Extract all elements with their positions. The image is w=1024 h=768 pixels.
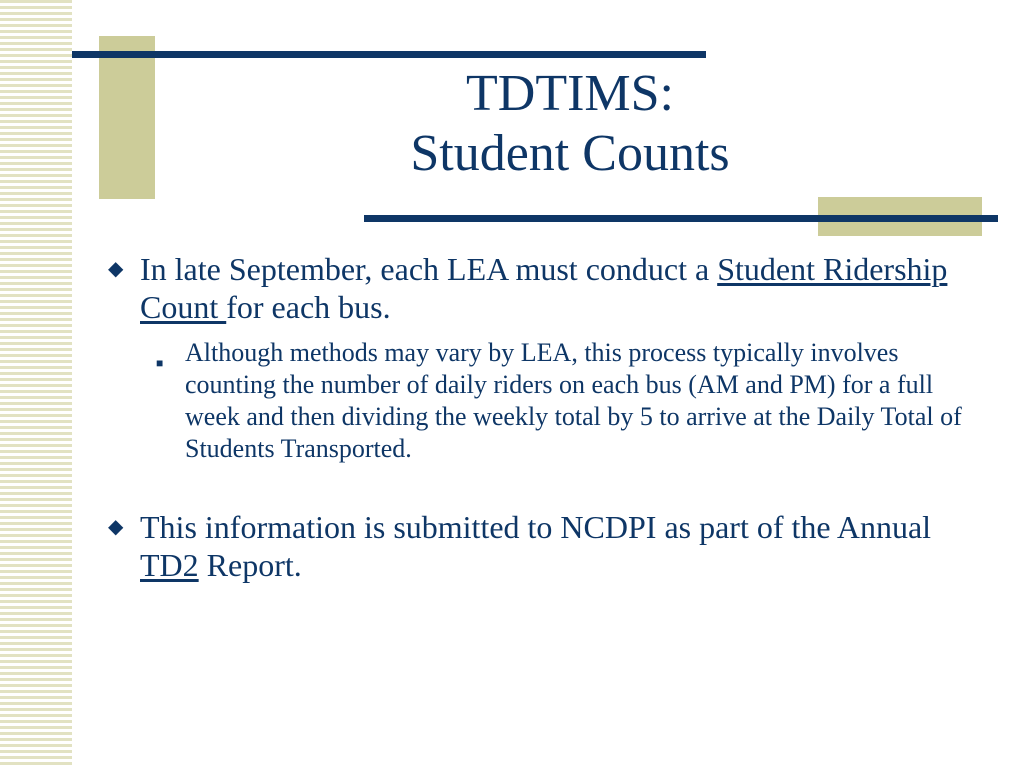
bullet-1-text bbox=[140, 250, 988, 326]
sub-bullet-1-text: Although methods may vary by LEA, this process typically involves counting the number of daily riders on each bus (AM and PM) for a full week and then dividing the weekly total by 5 to arrive at the Daily Total of Students Transported. bbox=[185, 338, 962, 463]
bullet-2-text-before: This information is submitted to NCDPI as part of the Annual bbox=[140, 509, 932, 545]
bullet-1-text-after: for each bus. bbox=[226, 289, 391, 325]
diamond-bullet-icon: ◆ bbox=[108, 516, 124, 538]
accent-block-left bbox=[99, 36, 155, 199]
diamond-bullet-icon: ◆ bbox=[108, 258, 124, 280]
title-line-2: Student Counts bbox=[410, 125, 730, 182]
bullet-1-text-before: In late September, each LEA must conduct a bbox=[140, 251, 718, 287]
square-bullet-icon: ■ bbox=[156, 356, 164, 370]
td2-link[interactable]: TD2 bbox=[140, 547, 199, 583]
bullet-item-1 bbox=[108, 250, 988, 326]
sub-bullet-item-1 bbox=[156, 337, 976, 465]
bullet-item-2 bbox=[108, 508, 988, 584]
bullet-2-text-after: Report. bbox=[198, 547, 302, 583]
bullet-2-text bbox=[140, 508, 988, 584]
title-rule-top bbox=[72, 51, 706, 58]
decorative-stripe-bar bbox=[0, 0, 72, 768]
student-ridership-count-link[interactable]: Student Ridership Count bbox=[140, 251, 948, 325]
slide-title bbox=[360, 64, 780, 184]
title-rule-bottom bbox=[364, 215, 998, 222]
title-line-1: TDTIMS: bbox=[466, 65, 674, 122]
